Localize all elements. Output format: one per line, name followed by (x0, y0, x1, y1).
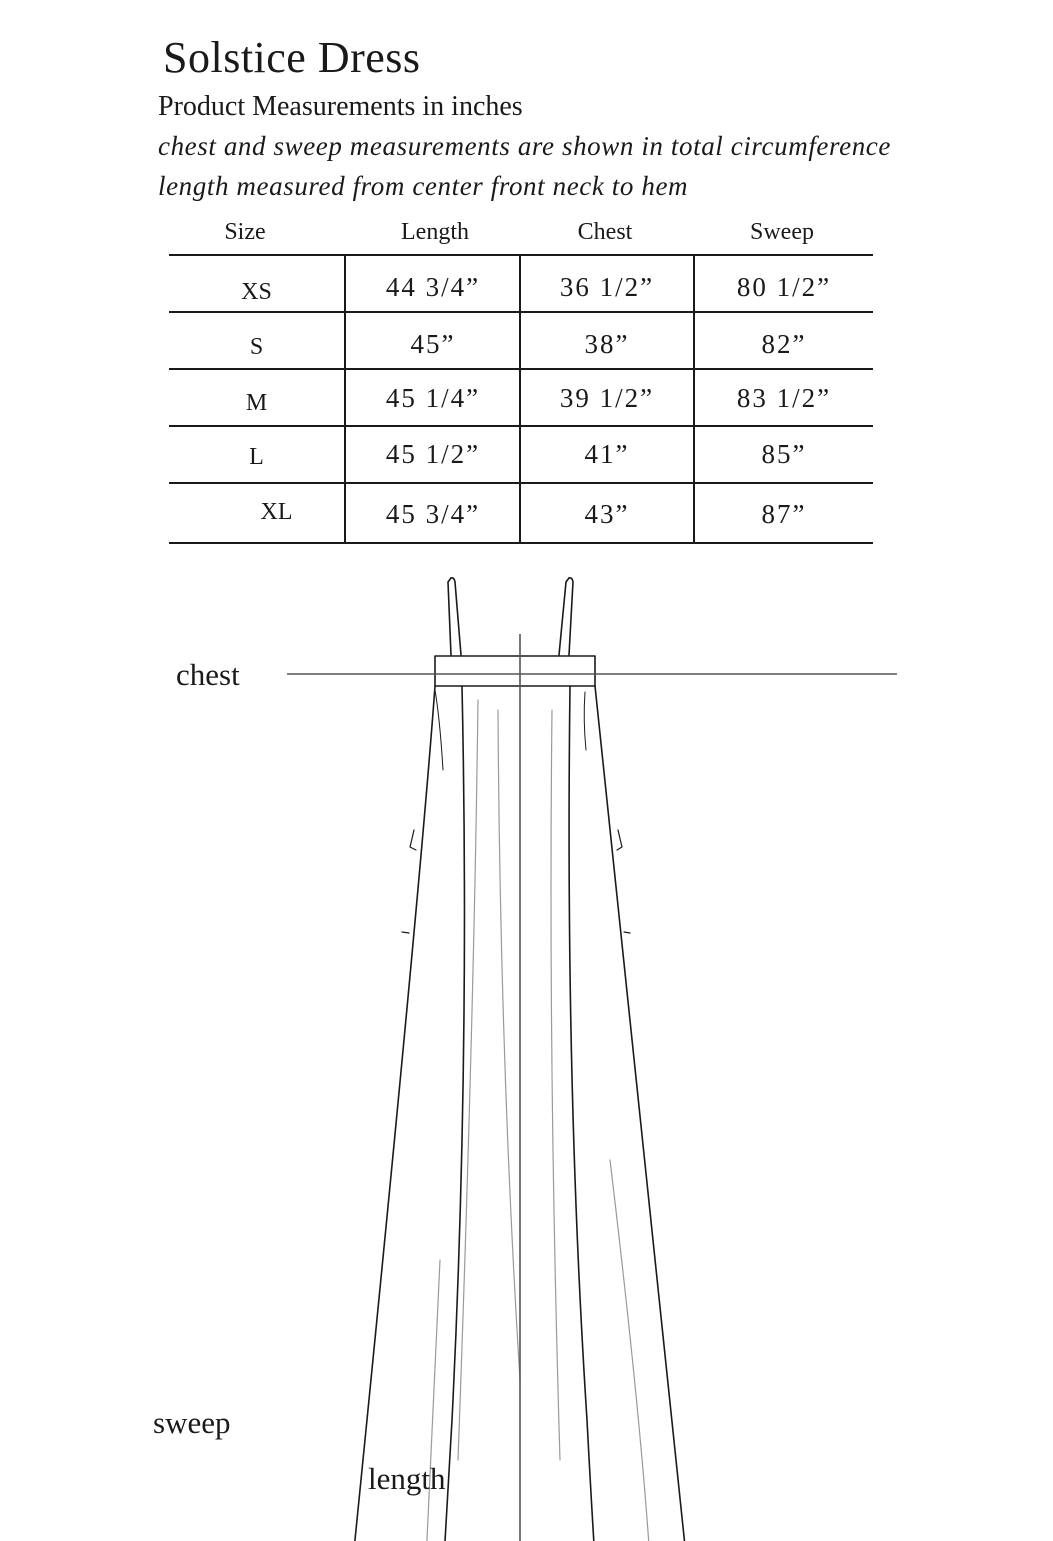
column-header-chest: Chest (577, 219, 633, 245)
cell-size: S (249, 334, 264, 360)
sweep-label: sweep (153, 1405, 231, 1440)
table-rule (169, 368, 873, 370)
cell-chest: 38” (584, 329, 630, 359)
left-strap-inner (448, 578, 451, 655)
right-strap-inner (559, 578, 569, 655)
table-rule (169, 542, 873, 544)
cell-sweep: 82” (761, 329, 807, 359)
right-panel-seam (569, 686, 608, 1541)
cell-size: L (249, 444, 264, 470)
fold-shading (498, 710, 520, 1380)
left-strap-outline (451, 578, 461, 655)
gather-line (435, 690, 443, 770)
cell-size: XL (260, 499, 293, 525)
cell-length: 45 3/4” (385, 499, 481, 529)
fold-shading (551, 710, 560, 1460)
fold-shading (420, 1260, 440, 1541)
column-header-size: Size (224, 219, 266, 245)
page-title: Solstice Dress (163, 33, 421, 82)
column-header-length: Length (401, 219, 469, 245)
table-rule (169, 482, 873, 484)
right-pocket-mark (617, 830, 622, 850)
cell-size: XS (241, 279, 272, 305)
cell-chest: 43” (584, 499, 630, 529)
cell-chest: 41” (584, 439, 630, 469)
gather-line (584, 692, 586, 750)
cell-chest: 39 1/2” (559, 383, 655, 413)
cell-sweep: 83 1/2” (736, 383, 832, 413)
right-strap-outline (569, 578, 573, 655)
table-rule (169, 311, 873, 313)
table-rule (169, 254, 873, 256)
cell-sweep: 80 1/2” (736, 272, 832, 302)
fold-shading (610, 1160, 650, 1541)
fold-shading (458, 700, 478, 1460)
size-measurement-table (169, 254, 873, 544)
left-pocket-mark (402, 932, 409, 933)
dress-waistband (435, 656, 595, 686)
left-pocket-mark (410, 830, 416, 850)
cell-length: 45 1/4” (385, 383, 481, 413)
cell-length: 44 3/4” (385, 272, 481, 302)
cell-sweep: 87” (761, 499, 807, 529)
measurement-note-length: length measured from center front neck to hem (158, 171, 689, 201)
cell-length: 45” (410, 329, 456, 359)
length-label: length (368, 1461, 446, 1496)
column-header-sweep: Sweep (750, 219, 814, 245)
right-pocket-mark (624, 932, 630, 933)
dress-technical-drawing (0, 560, 1053, 1541)
cell-length: 45 1/2” (385, 439, 481, 469)
page-subtitle: Product Measurements in inches (158, 91, 523, 122)
cell-chest: 36 1/2” (559, 272, 655, 302)
measurement-note-circumference: chest and sweep measurements are shown in total circumference (158, 131, 891, 161)
cell-size: M (245, 390, 268, 416)
table-rule (169, 425, 873, 427)
cell-sweep: 85” (761, 439, 807, 469)
chest-label: chest (176, 657, 240, 692)
